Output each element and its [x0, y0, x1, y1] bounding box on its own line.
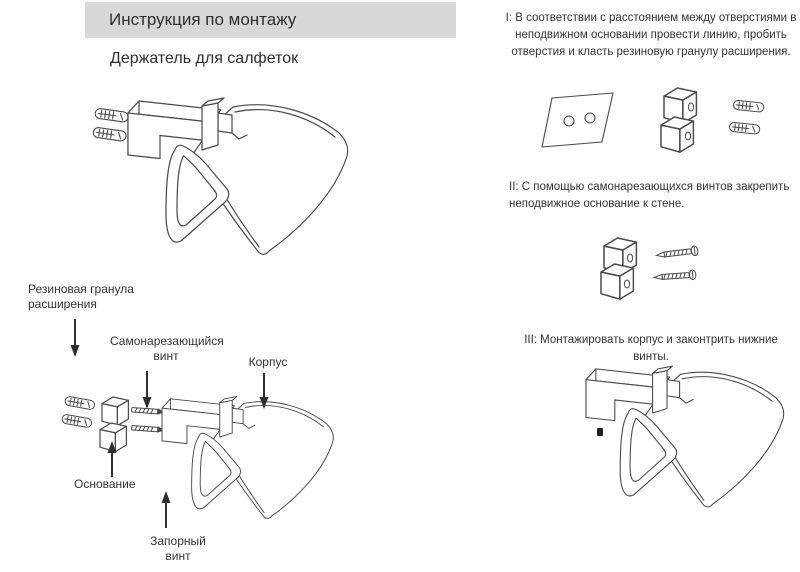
arrow-down-icon: [140, 370, 154, 410]
arrow-down-icon: [68, 318, 82, 358]
arrow-down-icon: [257, 372, 271, 410]
step-2-instruction: II: С помощью самонарезающихся винтов закрепить неподвижное основание к стене.: [509, 181, 790, 210]
label-body: Корпус: [248, 355, 288, 369]
exploded-parts-illustration: [50, 386, 362, 538]
step-2-parts-illustration: [592, 230, 750, 306]
arrow-up-icon: [159, 489, 173, 529]
label-locking-screw: Запорный винт: [150, 534, 206, 563]
arrow-up-icon: [105, 440, 119, 478]
step-1-parts-illustration: [528, 80, 790, 168]
label-rubber-plug: Резиновая гранула расширения: [28, 282, 134, 311]
title-band: [85, 2, 456, 38]
assembled-holder-illustration: [88, 84, 360, 264]
label-base: Основание: [74, 477, 136, 491]
page-title: Инструкция по монтажу: [109, 10, 297, 29]
step-3-instruction: III: Монтажировать корпус и законтрить нижние винты.: [524, 334, 778, 363]
step-1-instruction: I: В соответствии с расстоянием между отверстиями в неподвижном основании провести линию, пробить отверстия и класть резиновую гранулу расширения.: [505, 12, 797, 58]
product-title: Держатель для салфеток: [110, 50, 299, 67]
label-self-tapping-screw: Самонарезающийся винт: [110, 334, 224, 363]
position-marker-dot: [597, 428, 603, 436]
step-3-assembly-illustration: [570, 362, 800, 522]
